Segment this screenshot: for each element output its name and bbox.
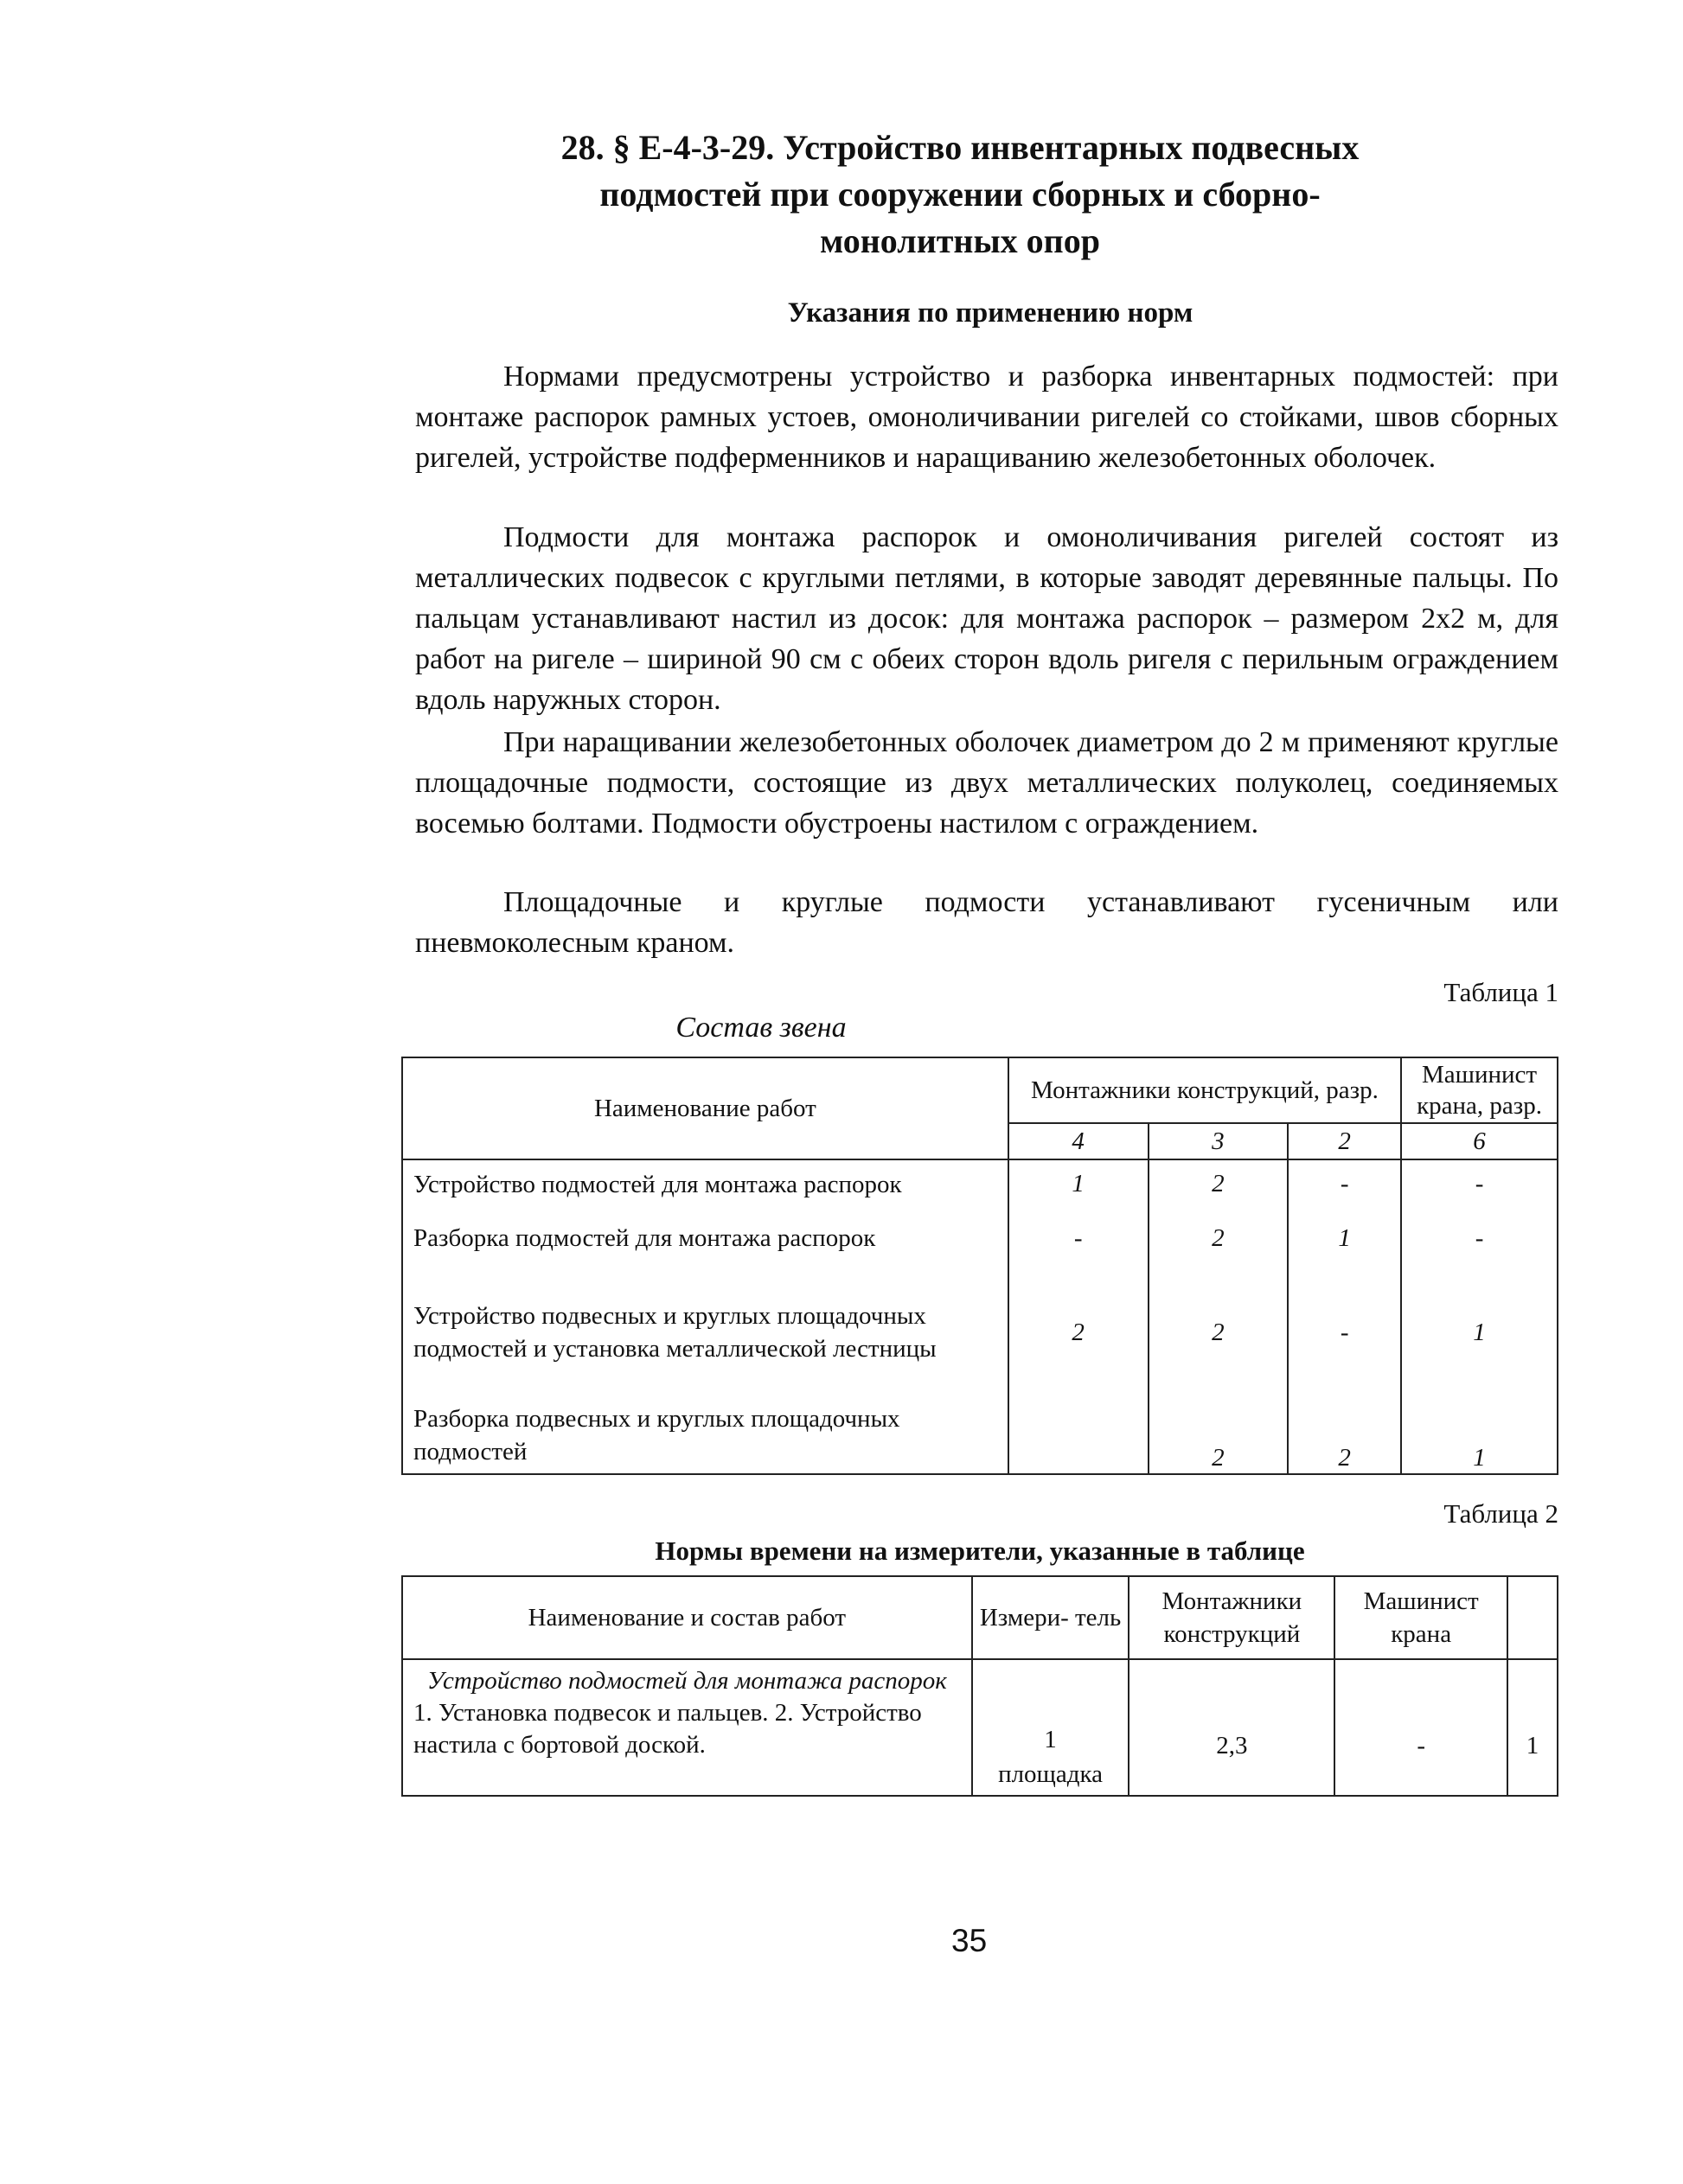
value-cell: 1 <box>1401 1268 1558 1396</box>
header-measure: Измери- тель <box>972 1576 1129 1659</box>
operator-norm: - <box>1334 1659 1507 1796</box>
value-cell: - <box>1288 1159 1401 1208</box>
table-row <box>402 1268 1558 1396</box>
paragraph-1: Нормами предусмотрены устройство и разборка инвентарных подмостей: при монтаже распорок рамных устоев, омоноличивании ригелей со стойками, швов сборных ригелей, устройстве подферменников и наращиванию железобетонных оболочек. <box>415 361 1558 474</box>
installers-norm: 2,3 <box>1129 1659 1334 1796</box>
header-crane-operator: Машинист крана <box>1334 1576 1507 1659</box>
row-number: 1 <box>1507 1659 1558 1796</box>
grade-cell: 6 <box>1401 1123 1558 1159</box>
title-line-3: монолитных опор <box>820 221 1100 260</box>
time-norms-table <box>401 1575 1558 1797</box>
table-1-label: Таблица 1 <box>1443 977 1558 1007</box>
value-cell: - <box>1008 1208 1149 1268</box>
section-heading: Указания по применению норм <box>787 297 1193 329</box>
value-cell: - <box>1288 1268 1401 1396</box>
table-row <box>402 1659 1558 1796</box>
value-cell <box>1008 1396 1149 1474</box>
header-row-number <box>1507 1576 1558 1659</box>
header-work-description: Наименование и состав работ <box>402 1576 972 1659</box>
table-2-caption: Нормы времени на измерители, указанные в таблице <box>655 1536 1305 1566</box>
grade-cell: 4 <box>1008 1123 1149 1159</box>
header-installers: Монтажники конструкций <box>1129 1576 1334 1659</box>
value-cell: 2 <box>1149 1268 1289 1396</box>
page-number: 35 <box>951 1923 988 1958</box>
paragraph-4: Площадочные и круглые подмости устанавливают гусеничным или пневмоколесным краном. <box>415 886 1558 959</box>
value-cell: 2 <box>1149 1159 1289 1208</box>
work-name: Устройство подвесных и круглых площадочных подмостей и установка металлической лестницы <box>402 1268 1008 1396</box>
table-2-label: Таблица 2 <box>1443 1498 1558 1529</box>
measure-quantity: 1 <box>1044 1726 1057 1753</box>
header-crane-operator: Машинист крана, разр. <box>1401 1057 1558 1123</box>
measure-cell <box>972 1659 1129 1796</box>
header-installers: Монтажники конструкций, разр. <box>1008 1057 1401 1123</box>
value-cell: 2 <box>1149 1208 1289 1268</box>
value-cell: - <box>1401 1159 1558 1208</box>
work-subtitle: Устройство подмостей для монтажа распорок <box>426 1667 947 1695</box>
value-cell: 1 <box>1008 1159 1149 1208</box>
paragraph-3: При наращивании железобетонных оболочек диаметром до 2 м применяют круглые площадочные подмости, состоящие из двух металлических полуколец, соединяемых восемью болтами. Подмости обустроены настилом с ограждением. <box>415 726 1558 840</box>
value-cell: 1 <box>1288 1208 1401 1268</box>
title-line-2: подмостей при сооружении сборных и сборно- <box>599 175 1321 214</box>
work-steps: 1. Установка подвесок и пальцев. 2. Устройство настила с бортовой доской. <box>413 1699 922 1759</box>
header-work-name: Наименование работ <box>402 1057 1008 1159</box>
work-name: Устройство подмостей для монтажа распорок <box>402 1159 1008 1208</box>
grade-cell: 2 <box>1288 1123 1401 1159</box>
table-row <box>402 1396 1558 1474</box>
work-name: Разборка подмостей для монтажа распорок <box>402 1208 1008 1268</box>
page-title <box>484 125 1436 265</box>
table-1-caption: Состав звена <box>675 1012 847 1044</box>
grade-cell: 3 <box>1149 1123 1289 1159</box>
value-cell: 2 <box>1288 1396 1401 1474</box>
value-cell: 2 <box>1008 1268 1149 1396</box>
crew-composition-table <box>401 1057 1558 1475</box>
work-name: Разборка подвесных и круглых площадочных подмостей <box>402 1396 1008 1474</box>
title-line-1: 28. § Е-4-3-29. Устройство инвентарных подвесных <box>560 128 1360 167</box>
measure-unit: площадка <box>998 1760 1104 1788</box>
table-row <box>402 1208 1558 1268</box>
value-cell: - <box>1401 1208 1558 1268</box>
value-cell: 2 <box>1149 1396 1289 1474</box>
value-cell: 1 <box>1401 1396 1558 1474</box>
work-description-cell <box>402 1659 972 1796</box>
paragraph-2: Подмости для монтажа распорок и омоноличивания ригелей состоят из металлических подвесок с круглыми петлями, в которые заводят деревянные пальцы. По пальцам устанавливают настил из досок: для монтажа распорок – размером 2х2 м, для работ на ригеле – шириной 90 см с обеих сторон вдоль ригеля с перильным ограждением вдоль наружных сторон. <box>415 521 1558 716</box>
table-row <box>402 1159 1558 1208</box>
